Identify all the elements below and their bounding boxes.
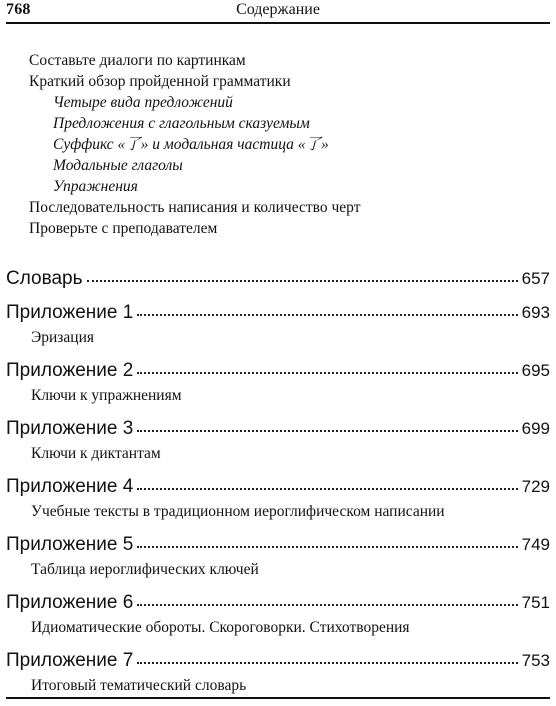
dot-leader [137,370,517,374]
subsection-item: Составьте диалоги по картинкам [29,52,246,69]
toc-page-number: 695 [521,361,550,380]
toc-subtitle: Таблица иероглифических ключей [31,561,259,578]
toc-entry [6,416,550,474]
subsection-item: Краткий обзор пройденной грамматики [29,73,291,90]
toc-page-number: 729 [521,477,550,496]
toc-entry [6,532,550,590]
toc-title: Приложение 1 [6,302,134,323]
toc-subtitle: Итоговый тематический словарь [31,677,247,694]
toc-row [6,474,550,500]
subsection-item: Упражнения [53,178,138,195]
toc-page-number: 749 [521,535,550,554]
toc-row [6,300,550,326]
dot-leader [137,486,517,490]
dot-leader [137,312,517,316]
table-of-contents [6,266,550,706]
toc-page-number: 693 [521,303,550,322]
subsection-list [29,50,529,239]
subsection-item: Четыре вида предложений [53,94,233,111]
subsection-item: Суффикс «了» и модальная частица «了» [53,136,329,153]
dot-leader [87,278,518,282]
footer-rule [6,697,550,699]
header-rule [6,22,550,24]
toc-row [6,358,550,384]
subsection-item: Проверьте с преподавателем [29,220,218,237]
toc-subtitle: Ключи к диктантам [31,445,161,462]
subsection-item: Предложения с глагольным сказуемым [53,115,310,132]
toc-page-number: 699 [521,419,550,438]
toc-entry [6,590,550,648]
toc-page-number: 753 [521,651,550,670]
toc-row [6,648,550,674]
toc-entry [6,300,550,358]
toc-title: Приложение 3 [6,418,134,439]
toc-row [6,266,550,292]
page-header [6,0,550,26]
toc-title: Приложение 2 [6,360,134,381]
toc-subtitle: Эризация [31,329,94,346]
toc-title: Приложение 4 [6,476,134,497]
toc-page-number: 657 [521,269,550,288]
toc-row [6,590,550,616]
toc-title: Словарь [6,268,83,289]
toc-page-number: 751 [521,593,550,612]
toc-subtitle: Идиоматические обороты. Скороговорки. Стихотворения [31,619,410,636]
dot-leader [137,428,517,432]
dot-leader [137,544,517,548]
toc-title: Приложение 7 [6,650,134,671]
toc-subtitle: Учебные тексты в традиционном иероглифическом написании [31,503,445,520]
page-number: 768 [6,1,31,18]
toc-entry [6,358,550,416]
dot-leader [137,660,517,664]
subsection-item: Последовательность написания и количество черт [29,199,361,216]
toc-title: Приложение 6 [6,592,134,613]
toc-title: Приложение 5 [6,534,134,555]
running-title: Содержание [236,1,320,18]
dot-leader [137,602,517,606]
toc-entry [6,266,550,300]
toc-row [6,532,550,558]
toc-row [6,416,550,442]
toc-subtitle: Ключи к упражнениям [31,387,182,404]
toc-entry [6,474,550,532]
subsection-item: Модальные глаголы [53,157,183,174]
